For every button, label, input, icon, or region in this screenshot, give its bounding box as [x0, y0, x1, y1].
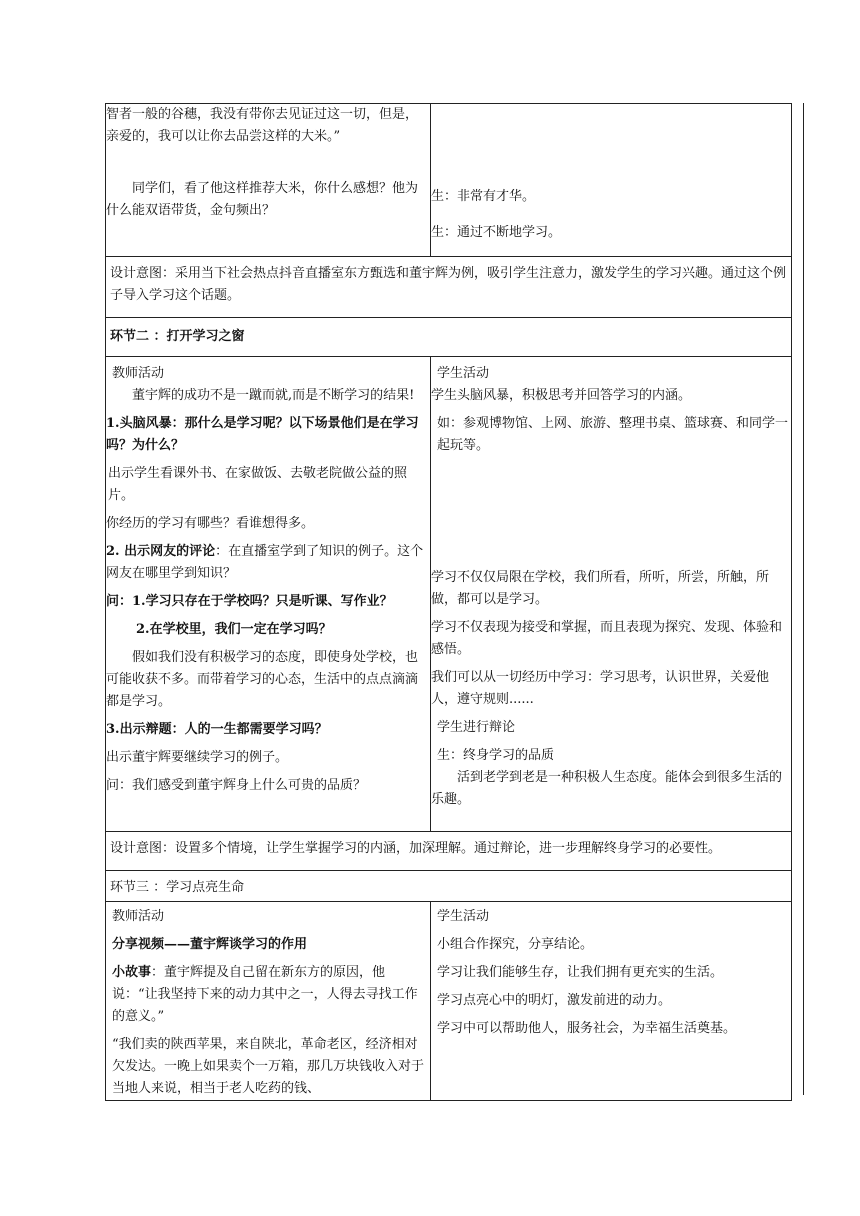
table-row [106, 832, 792, 871]
paragraph: 学生头脑风暴，积极思考并回答学习的内涵。 [431, 388, 692, 403]
bold-label: 2. 出示网友的评论 [106, 544, 216, 559]
bold-label: 小故事 [112, 965, 152, 980]
paragraph: 活到老学到老是一种积极人生态度。能体会到很多生活的乐趣。 [431, 770, 783, 807]
paragraph: 学习让我们能够生存，让我们拥有更充实的生活。 [437, 965, 724, 980]
paragraph: 生：终身学习的品质 [437, 748, 555, 763]
paragraph: 2.在学校里，我们一定在学习吗？ [136, 622, 332, 637]
paragraph: 出示学生看课外书、在家做饭、去敬老院做公益的照片。 [108, 466, 408, 503]
paragraph: 小组合作探究，分享结论。 [437, 937, 594, 952]
paragraph: 1.头脑风暴：那什么是学习呢？以下场景他们是在学习吗？为什么？ [106, 416, 419, 453]
paragraph: 问：我们感受到董宇辉身上什么可贵的品质？ [106, 778, 367, 793]
section-header-cell [106, 871, 792, 902]
table-row [106, 871, 792, 902]
paragraph: 同学们，看了他这样推荐大米，你什么感想？他为什么能双语带货，金句频出？ [106, 181, 419, 218]
paragraph: 出示董宇辉要继续学习的例子。 [106, 750, 289, 765]
table-row [106, 902, 792, 1101]
paragraph: 学习不仅仅局限在学校，我们所看，所听，所尝，所触，所做，都可以是学习。 [431, 570, 770, 607]
text: ：董宇辉提及自己留在新东方的原因，他说：“让我坚持下来的动力其中之一，人得去寻找工作的意义。” [112, 965, 418, 1024]
student-cell [431, 902, 792, 1101]
paragraph: 如：参观博物馆、上网、旅游、整理书桌、篮球赛、和同学一起玩等。 [437, 416, 789, 453]
design-intent-cell [106, 257, 792, 318]
section-title: 环节三 ：学习点亮生命 [110, 880, 245, 895]
paragraph: 董宇辉的成功不是一蹴而就,而是不断学习的结果! [132, 388, 415, 403]
paragraph: 问：1.学习只存在于学校吗？只是听课、写作业？ [106, 594, 393, 609]
paragraph: 学生进行辩论 [437, 720, 516, 735]
paragraph: 学习中可以帮助他人，服务社会，为幸福生活奠基。 [437, 1021, 737, 1036]
paragraph [106, 541, 430, 585]
lesson-plan-table [105, 103, 792, 1101]
column-header: 学生活动 [437, 909, 490, 924]
design-intent-cell [106, 832, 792, 871]
paragraph: “我们卖的陕西苹果，来自陕北，革命老区，经济相对欠发达。一晚上如果卖个一万箱，那几万块钱收入对于当地人来说，相当于老人吃药的钱、 [112, 1037, 425, 1096]
paragraph: 智者一般的谷穗，我没有带你去见证过这一切，但是，亲爱的，我可以让你去品尝这样的大米。” [106, 107, 419, 144]
design-intent: 设计意图：采用当下社会热点抖音直播室东方甄选和董宇辉为例，吸引学生注意力，激发学生的学习兴趣。通过这个例子导入学习这个话题。 [110, 266, 787, 303]
paragraph: 3.出示辩题：人的一生都需要学习吗？ [106, 722, 328, 737]
section-header-cell [106, 318, 792, 357]
paragraph: 分享视频——董宇辉谈学习的作用 [112, 937, 308, 952]
paragraph: 学习不仅表现为接受和掌握，而且表现为探究、发现、体验和感悟。 [431, 620, 783, 657]
table-row [106, 257, 792, 318]
student-cell [431, 357, 792, 832]
table-row [106, 318, 792, 357]
teacher-cell [106, 902, 431, 1101]
paragraph: 假如我们没有积极学习的态度，即使身处学校，也可能收获不多。而带着学习的心态，生活中的点点滴滴都是学习。 [106, 650, 419, 709]
design-intent: 设计意图：设置多个情境，让学生掌握学习的内涵，加深理解。通过辩论，进一步理解终身学习的必要性。 [110, 841, 722, 856]
student-cell [431, 104, 792, 257]
column-header: 教师活动 [112, 366, 165, 381]
paragraph: 生：非常有才华。 [431, 189, 536, 204]
teacher-cell [106, 357, 431, 832]
column-header: 学生活动 [437, 366, 490, 381]
paragraph: 我们可以从一切经历中学习：学习思考，认识世界，关爱他人，遵守规则...... [431, 670, 770, 707]
paragraph: 你经历的学习有哪些？看谁想得多。 [106, 516, 315, 531]
paragraph: 生：通过不断地学习。 [431, 225, 562, 240]
paragraph [106, 962, 430, 1028]
section-title: 环节二 ：打开学习之窗 [110, 329, 245, 344]
page-margin-line [803, 103, 804, 1095]
text: ：在直播室学到了知识的例子。这个网友在哪里学到知识？ [106, 544, 424, 581]
column-header: 教师活动 [112, 909, 165, 924]
paragraph: 学习点亮心中的明灯，激发前进的动力。 [437, 993, 672, 1008]
table-row [106, 104, 792, 257]
table-row [106, 357, 792, 832]
teacher-cell [106, 104, 431, 257]
